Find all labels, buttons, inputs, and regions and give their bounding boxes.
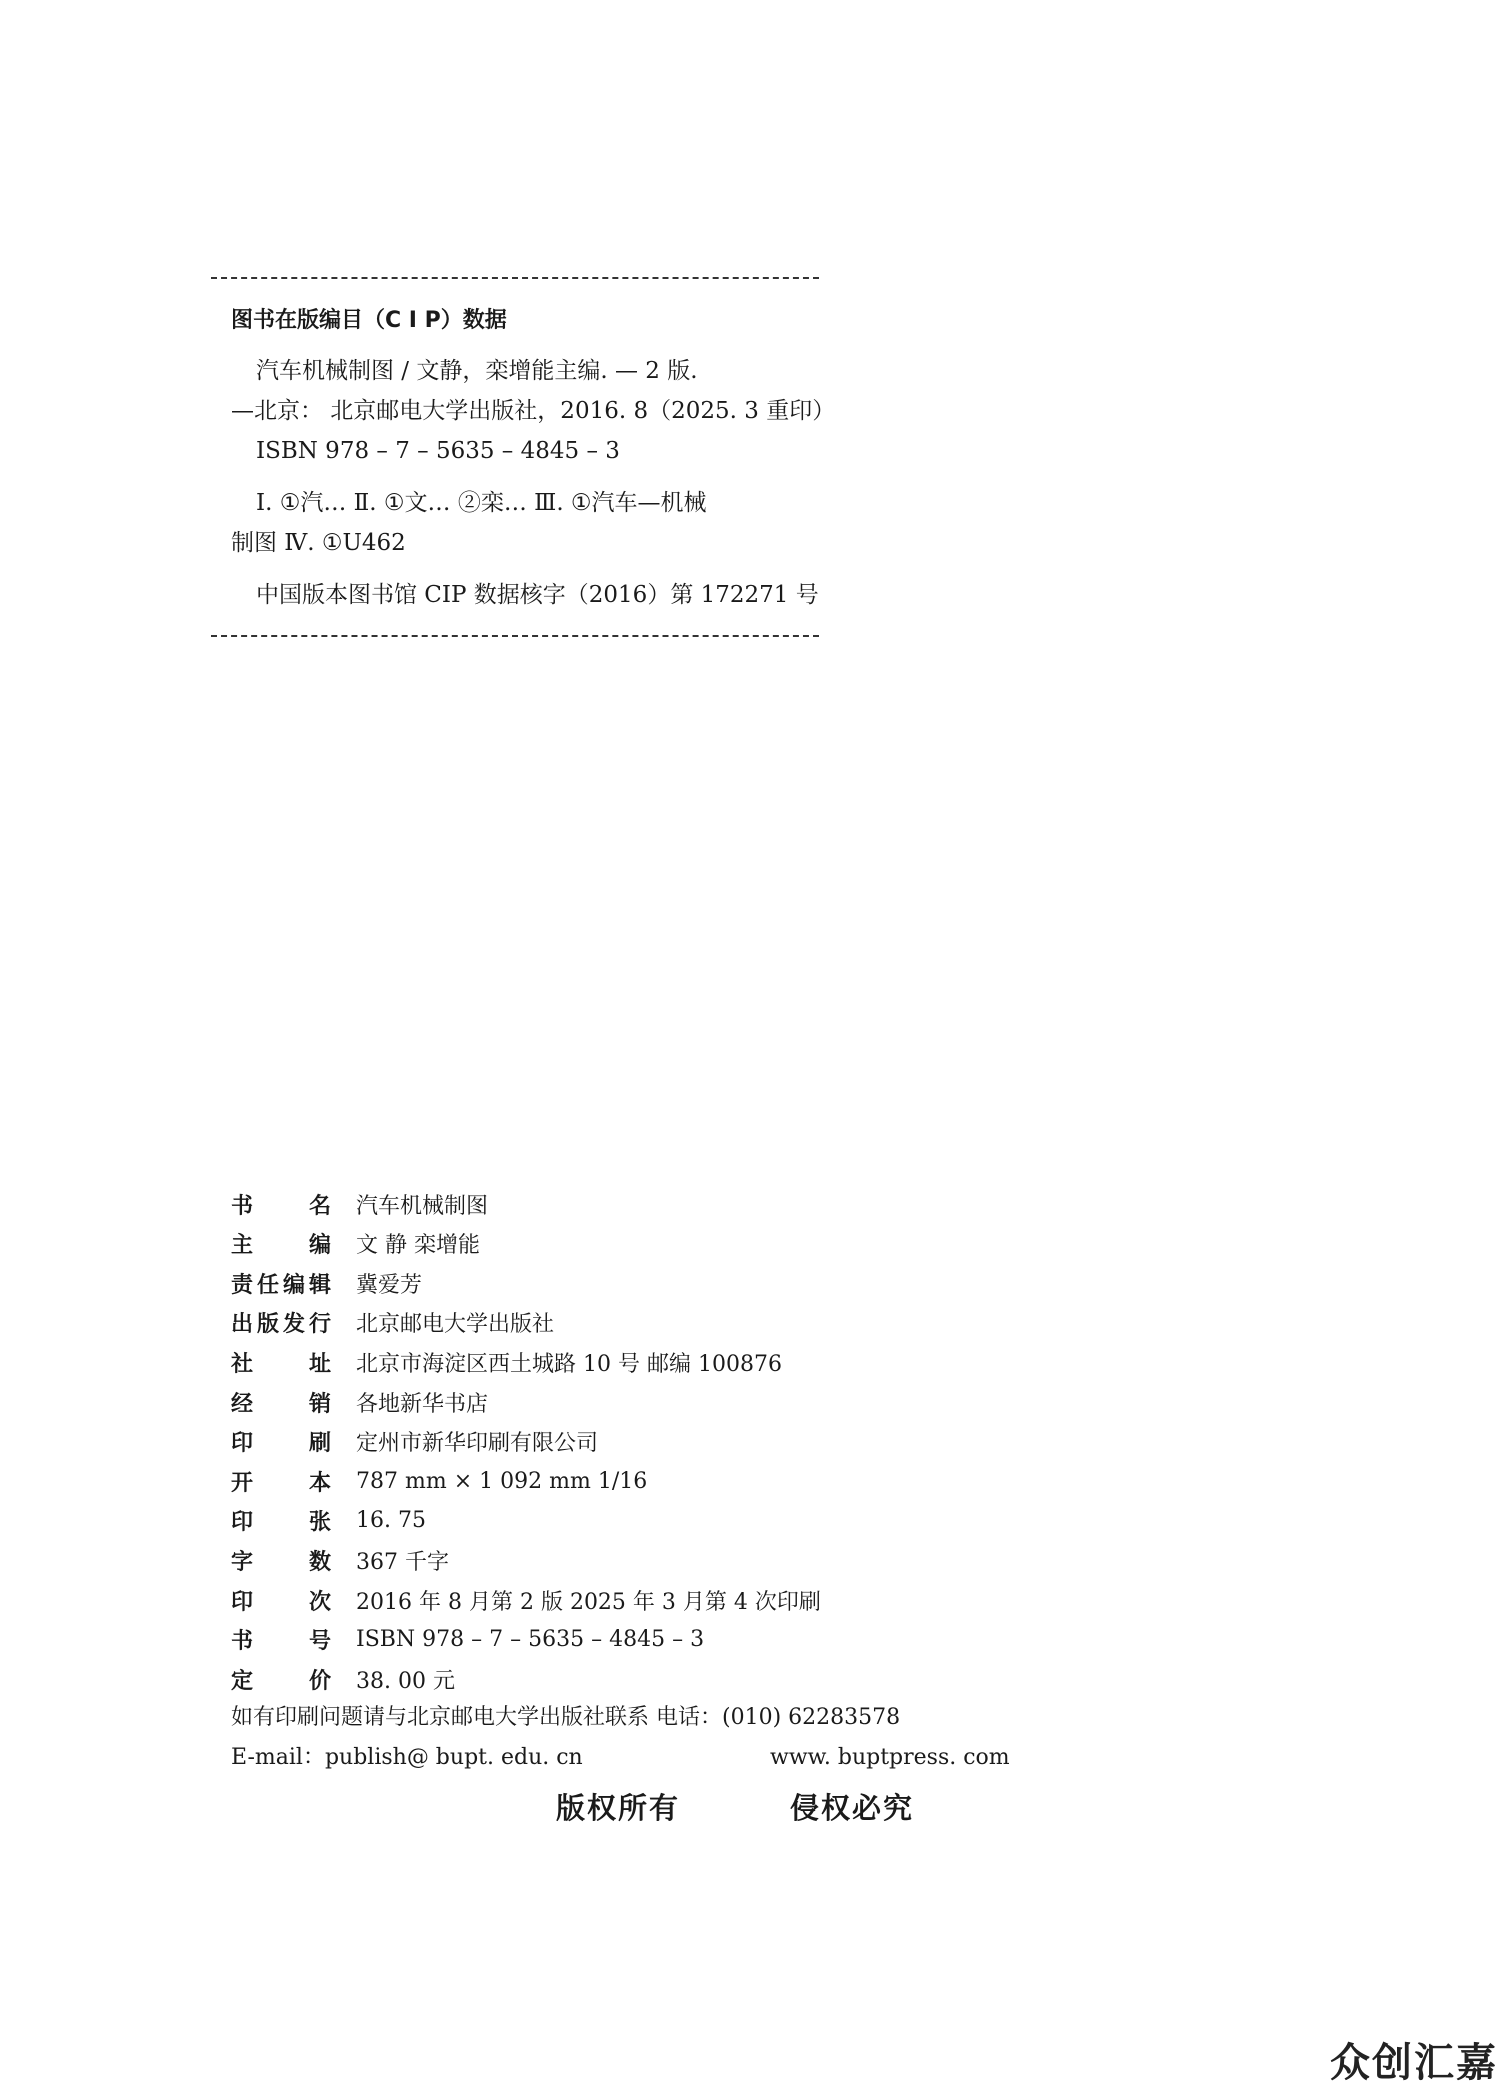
info-row <box>231 1623 704 1657</box>
info-row <box>231 1385 488 1419</box>
info-label <box>231 1624 331 1655</box>
info-label-char: 经 <box>231 1391 254 1417</box>
info-label <box>231 1426 331 1457</box>
cip-bottom-divider <box>211 635 819 637</box>
info-label <box>231 1387 331 1418</box>
info-row <box>231 1464 647 1498</box>
info-value: 2016 年 8 月第 2 版 2025 年 3 月第 4 次印刷 <box>356 1589 821 1615</box>
info-label-char: 本 <box>308 1470 331 1496</box>
info-value: 冀爱芳 <box>356 1272 423 1298</box>
website-line: www. buptpress. com <box>770 1745 1010 1770</box>
info-label-char: 发 <box>282 1312 305 1338</box>
info-label-char: 辑 <box>308 1272 331 1298</box>
info-label <box>231 1268 331 1299</box>
info-label-char: 印 <box>231 1589 254 1615</box>
info-label-char: 书 <box>231 1629 254 1655</box>
info-label <box>231 1545 331 1576</box>
cip-top-divider <box>211 277 819 279</box>
cip-title-line: 汽车机械制图 / 文静，栾增能主编. — 2 版. <box>256 358 698 384</box>
info-row <box>231 1266 422 1300</box>
email-line: E-mail：publish@ bupt. edu. cn <box>231 1745 583 1770</box>
info-value: 787 mm × 1 092 mm 1/16 <box>356 1468 648 1494</box>
info-label-char: 数 <box>308 1549 331 1575</box>
info-value: 38. 00 元 <box>356 1668 455 1694</box>
info-label-char: 址 <box>308 1351 331 1377</box>
info-row <box>231 1227 480 1261</box>
info-label <box>231 1307 331 1338</box>
info-row <box>231 1187 488 1221</box>
info-label-char: 印 <box>231 1510 254 1536</box>
cip-classification-line: Ⅰ. ①汽… Ⅱ. ①文… ②栾… Ⅲ. ①汽车—机械 <box>256 490 707 516</box>
info-label <box>231 1189 331 1220</box>
infringement-notice: 侵权必究 <box>790 1791 915 1825</box>
info-label <box>231 1664 331 1695</box>
cip-heading: 图书在版编目（C I P）数据 <box>231 308 507 333</box>
cip-record-number: 中国版本图书馆 CIP 数据核字（2016）第 172271 号 <box>256 582 819 608</box>
info-label-char: 刷 <box>308 1431 331 1457</box>
info-value: 文 静 栾增能 <box>356 1233 480 1259</box>
info-label-char: 字 <box>231 1549 254 1575</box>
info-row <box>231 1662 455 1696</box>
info-value: 北京市海淀区西土城路 10 号 邮编 100876 <box>356 1351 782 1377</box>
info-label-char: 行 <box>308 1312 331 1338</box>
info-label <box>231 1585 331 1616</box>
info-label <box>231 1228 331 1259</box>
info-label-char: 任 <box>256 1272 279 1298</box>
contact-line: 如有印刷问题请与北京邮电大学出版社联系 电话：(010) 62283578 <box>231 1705 901 1730</box>
info-value: 各地新华书店 <box>356 1391 489 1417</box>
info-label-char: 名 <box>308 1193 331 1219</box>
info-label <box>231 1505 331 1536</box>
watermark-logo: 众创汇嘉 <box>1330 2040 1498 2086</box>
info-label-char: 销 <box>308 1391 331 1417</box>
info-label-char: 编 <box>282 1272 305 1298</box>
info-value: 367 千字 <box>356 1549 449 1575</box>
info-label-char: 编 <box>308 1233 331 1259</box>
info-label-char: 次 <box>308 1589 331 1615</box>
cip-publisher-line: —北京： 北京邮电大学出版社，2016. 8（2025. 3 重印） <box>231 398 836 424</box>
info-value: 汽车机械制图 <box>356 1193 489 1219</box>
cip-isbn-line: ISBN 978 – 7 – 5635 – 4845 – 3 <box>256 438 620 464</box>
info-value: 定州市新华印刷有限公司 <box>356 1431 599 1457</box>
info-label-char: 书 <box>231 1193 254 1219</box>
info-label-char: 社 <box>231 1351 254 1377</box>
info-label-char: 定 <box>231 1668 254 1694</box>
info-label-char: 印 <box>231 1431 254 1457</box>
info-label-char: 开 <box>231 1470 254 1496</box>
info-label-char: 责 <box>231 1272 254 1298</box>
info-value: ISBN 978 – 7 – 5635 – 4845 – 3 <box>356 1627 705 1653</box>
info-row <box>231 1543 449 1577</box>
info-label-char: 主 <box>231 1233 254 1259</box>
info-row <box>231 1504 426 1538</box>
rights-reserved: 版权所有 <box>556 1791 681 1825</box>
info-row <box>231 1345 782 1379</box>
info-label-char: 出 <box>231 1312 254 1338</box>
info-value: 16. 75 <box>356 1508 426 1534</box>
info-label <box>231 1347 331 1378</box>
cip-classification-cont: 制图 Ⅳ. ①U462 <box>231 530 406 556</box>
info-label-char: 张 <box>308 1510 331 1536</box>
info-label-char: 版 <box>256 1312 279 1338</box>
info-label <box>231 1466 331 1497</box>
info-label-char: 价 <box>308 1668 331 1694</box>
info-label-char: 号 <box>308 1629 331 1655</box>
info-row <box>231 1425 598 1459</box>
info-row <box>231 1583 821 1617</box>
info-value: 北京邮电大学出版社 <box>356 1312 555 1338</box>
info-row <box>231 1306 554 1340</box>
